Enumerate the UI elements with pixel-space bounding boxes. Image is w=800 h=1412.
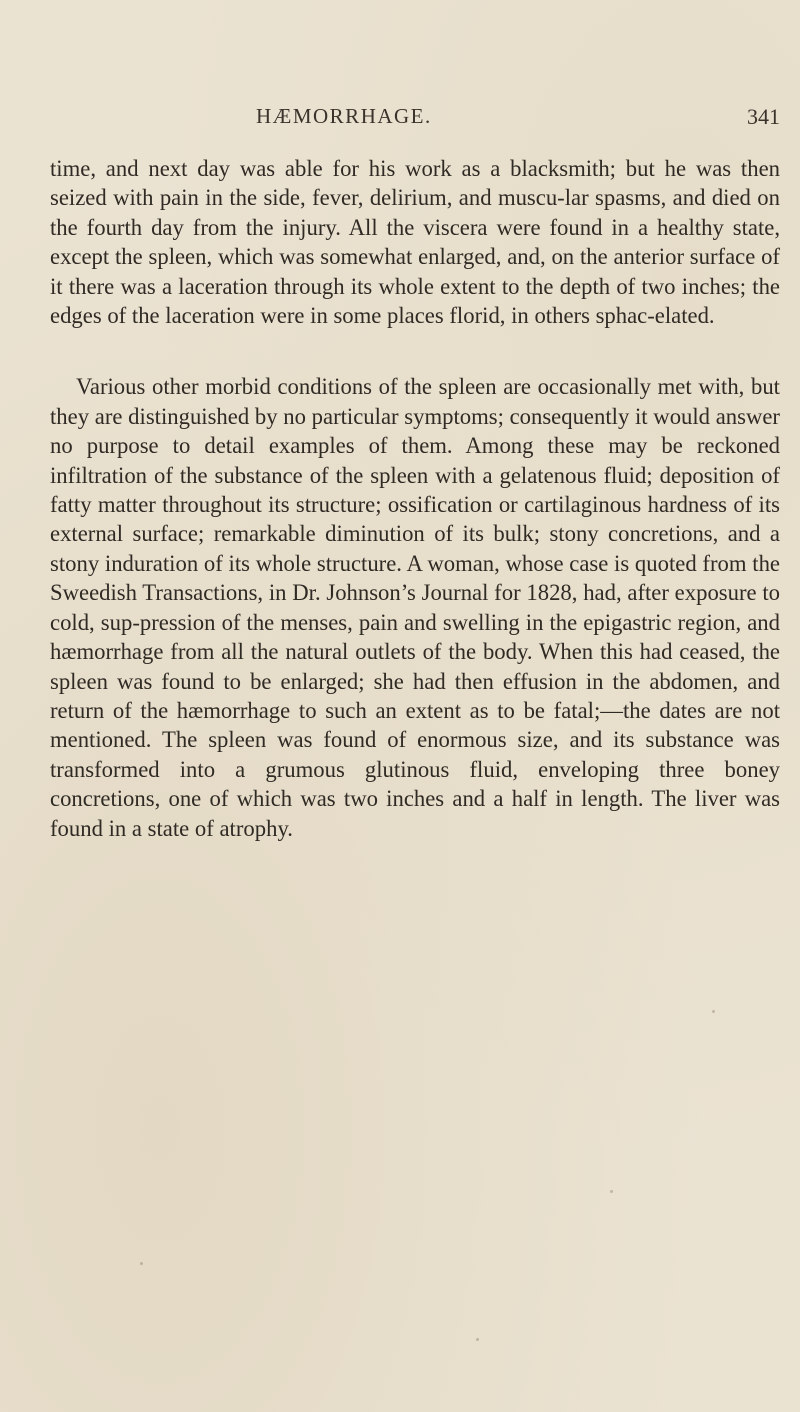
- paper-speck: [140, 1262, 143, 1265]
- page-number: 341: [747, 104, 780, 129]
- page-header: [50, 104, 780, 134]
- running-title: HÆMORRHAGE.: [256, 104, 432, 128]
- paper-speck: [610, 1190, 613, 1193]
- paper-speck: [476, 1338, 479, 1341]
- body-text: [50, 154, 780, 843]
- paragraph-continuation: time, and next day was able for his work as a blacksmith; but he was then seized with pain in the side, fever, delirium, and muscu-lar spasms, and died on the fourth day from the injury. All the viscera were found in a healthy state, except the spleen, which was somewhat enlarged, and, on the anterior surface of it there was a laceration through its whole extent to the depth of two inches; the edges of the laceration were in some places florid, in others sphac-elated.: [50, 156, 780, 329]
- paragraph-morbid-conditions: Various other morbid conditions of the spleen are occasionally met with, but they are distinguished by no particular symptoms; consequently it would answer no purpose to detail examples of them. Among these may be reckoned infiltration of the substance of the spleen with a gelatenous fluid; deposition of fatty matter throughout its structure; ossification or cartilaginous hardness of its external surface; remarkable diminution of its bulk; stony concretions, and a stony induration of its whole structure. A woman, whose case is quoted from the Sweedish Transactions, in Dr. Johnson’s Journal for 1828, had, after exposure to cold, sup-pression of the menses, pain and swelling in the epigastric region, and hæmorrhage from all the natural outlets of the body. When this had ceased, the spleen was found to be enlarged; she had then effusion in the abdomen, and return of the hæmorrhage to such an extent as to be fatal;—the dates are not mentioned. The spleen was found of enormous size, and its substance was transformed into a grumous glutinous fluid, enveloping three boney concretions, one of which was two inches and a half in length. The liver was found in a state of atrophy.: [50, 374, 780, 841]
- paper-speck: [712, 1010, 715, 1013]
